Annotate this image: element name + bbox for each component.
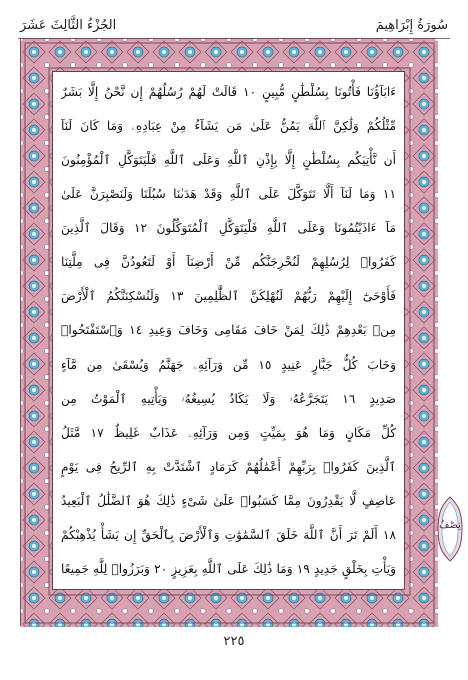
verse-line-5: مَآ ءَاذَيْتُمُونَا وَعَلَى ٱللَّهِ فَلْيَتَوَكَّلِ ٱلْمُتَوَكِّلُونَ ١٢ وَقَالَ ٱلَّذِينَ [61, 221, 396, 236]
verse-line-10: صَدِيدٍ ١٦ يَتَجَرَّعُهُۥ وَلَا يَكَادُ يُسِيغُهُۥ وَيَأْتِيهِ ٱلْمَوْتُ مِن [61, 391, 396, 406]
verse-line-3: أَن نَّأْتِيَكُم بِسُلْطَٰنٍ إِلَّا بِإِذْنِ ٱللَّهِ وَعَلَى ٱللَّهِ فَلْيَتَوَكَّلِ ٱلْمُؤْمِنُونَ [61, 153, 396, 168]
verse-line-4: ١١ وَمَا لَنَآ أَلَّا نَتَوَكَّلَ عَلَى ٱللَّهِ وَقَدْ هَدَىٰنَا سُبُلَنَا وَلَنَصْبِرَنَّ عَلَىٰ [61, 187, 396, 202]
surah-title: سُورَةُ إِبْرَاهِيمَ [375, 18, 448, 33]
hizb-marker [437, 496, 463, 562]
verse-line-13: عَاصِفٍ لَّا يَقْدِرُونَ مِمَّا كَسَبُوا۟ عَلَىٰ شَىْءٍ ذَٰلِكَ هُوَ ٱلضَّلَٰلُ ٱلْبَعِيدُ [61, 493, 396, 508]
page-header [0, 14, 468, 40]
verse-line-12: ٱلَّذِينَ كَفَرُوا۟ بِرَبِّهِمْ أَعْمَٰلُهُمْ كَرَمَادٍ ٱشْتَدَّتْ بِهِ ٱلرِّيحُ فِى يَوْمٍ [61, 459, 396, 474]
verse-line-15: وَيَأْتِ بِخَلْقٍ جَدِيدٍ ١٩ وَمَا ذَٰلِكَ عَلَى ٱللَّهِ بِعَزِيزٍ ٢٠ وَبَرَزُوا۟ لِلَّهِ جَمِيعًا [61, 561, 396, 576]
verse-line-1: ءَابَآؤُنَا فَأْتُونَا بِسُلْطَٰنٍ مُّبِينٍ ١٠ قَالَتْ لَهُمْ رُسُلُهُمْ إِن نَّحْنُ إِلَّا بَشَرٌ [61, 85, 396, 99]
juz-title: الجُزْءُ الثَّالِثَ عَشَرَ [20, 18, 117, 33]
verse-lines [61, 76, 396, 585]
page-number: ٢٢٥ [223, 634, 245, 649]
verse-line-2: مِّثْلُكُمْ وَلَٰكِنَّ ٱللَّهَ يَمُنُّ عَلَىٰ مَن يَشَآءُ مِنْ عِبَادِهِۦ وَمَا كَانَ لَنَآ [61, 119, 396, 134]
verse-line-14: ١٨ أَلَمْ تَرَ أَنَّ ٱللَّهَ خَلَقَ ٱلسَّمَٰوَٰتِ وَٱلْأَرْضَ بِٱلْحَقِّ إِن يَشَأْ يُذْهِبْكُمْ [61, 527, 396, 542]
verse-line-11: كُلِّ مَكَانٍ وَمَا هُوَ بِمَيِّتٍ وَمِن وَرَآئِهِۦ عَذَابٌ غَلِيظٌ ١٧ مَّثَلُ [61, 425, 396, 440]
verse-line-9: وَخَابَ كُلُّ جَبَّارٍ عَنِيدٍ ١٥ مِّن وَرَآئِهِۦ جَهَنَّمُ وَيُسْقَىٰ مِن مَّآءٍ [61, 357, 396, 372]
hizb-label: نِصْفُ [439, 520, 461, 531]
verse-line-8: مِنۢ بَعْدِهِمْ ذَٰلِكَ لِمَنْ خَافَ مَقَامِى وَخَافَ وَعِيدِ ١٤ وَٱسْتَفْتَحُوا۟ [61, 323, 396, 338]
verse-line-6: كَفَرُوا۟ لِرُسُلِهِمْ لَنُخْرِجَنَّكُم مِّنْ أَرْضِنَآ أَوْ لَتَعُودُنَّ فِى مِلَّتِنَا [61, 255, 396, 270]
verse-line-7: فَأَوْحَىٰٓ إِلَيْهِمْ رَبُّهُمْ لَنُهْلِكَنَّ ٱلظَّٰلِمِينَ ١٣ وَلَنُسْكِنَنَّكُمُ ٱلْأَرْضَ [61, 289, 396, 304]
text-panel [52, 71, 405, 590]
